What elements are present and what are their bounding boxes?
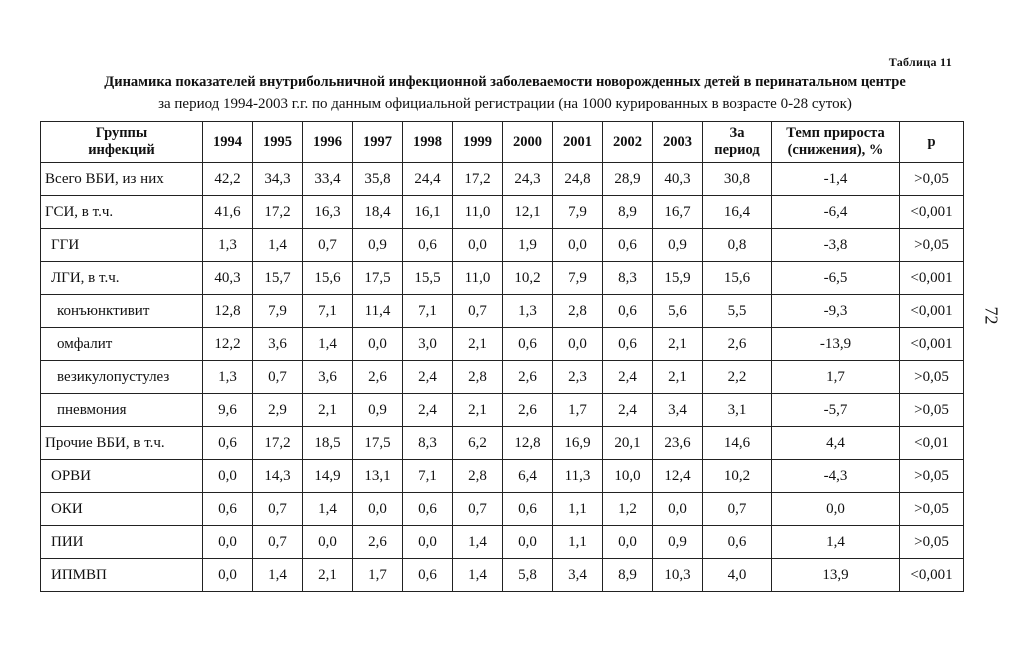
year-value-cell: 0,7 (453, 493, 503, 526)
year-value-cell: 2,6 (353, 526, 403, 559)
year-value-cell: 0,6 (603, 328, 653, 361)
year-value-cell: 16,9 (553, 427, 603, 460)
year-value-cell: 2,1 (453, 394, 503, 427)
year-value-cell: 16,1 (403, 196, 453, 229)
p-value-cell: <0,001 (900, 196, 964, 229)
year-value-cell: 5,8 (503, 559, 553, 592)
year-value-cell: 0,0 (503, 526, 553, 559)
table-row (41, 262, 964, 295)
growth-rate-cell: -6,5 (772, 262, 900, 295)
infection-group-cell: ИПМВП (41, 559, 203, 592)
year-value-cell: 24,8 (553, 163, 603, 196)
year-value-cell: 1,9 (503, 229, 553, 262)
year-value-cell: 15,7 (253, 262, 303, 295)
infection-dynamics-table (40, 121, 964, 592)
year-value-cell: 1,4 (253, 229, 303, 262)
year-value-cell: 12,8 (503, 427, 553, 460)
p-value-cell: >0,05 (900, 394, 964, 427)
year-value-cell: 0,6 (203, 427, 253, 460)
year-value-cell: 2,6 (503, 394, 553, 427)
growth-rate-cell: -6,4 (772, 196, 900, 229)
header-group-line-1: Группы (95, 125, 148, 141)
year-value-cell: 2,4 (403, 361, 453, 394)
header-period-line-2: период (714, 142, 760, 158)
year-value-cell: 1,3 (203, 229, 253, 262)
header-year: 1995 (253, 122, 303, 163)
growth-rate-cell: 13,9 (772, 559, 900, 592)
year-value-cell: 0,9 (353, 229, 403, 262)
period-value-cell: 15,6 (703, 262, 772, 295)
table-body (41, 163, 964, 592)
year-value-cell: 2,9 (253, 394, 303, 427)
year-value-cell: 0,0 (653, 493, 703, 526)
year-value-cell: 23,6 (653, 427, 703, 460)
year-value-cell: 15,5 (403, 262, 453, 295)
year-value-cell: 42,2 (203, 163, 253, 196)
infection-group-cell: ГГИ (41, 229, 203, 262)
year-value-cell: 0,6 (203, 493, 253, 526)
year-value-cell: 2,1 (303, 394, 353, 427)
year-value-cell: 1,3 (503, 295, 553, 328)
growth-rate-cell: -4,3 (772, 460, 900, 493)
year-value-cell: 1,3 (203, 361, 253, 394)
year-value-cell: 17,2 (253, 196, 303, 229)
header-year: 1998 (403, 122, 453, 163)
year-value-cell: 34,3 (253, 163, 303, 196)
year-value-cell: 1,7 (353, 559, 403, 592)
year-value-cell: 0,0 (453, 229, 503, 262)
period-value-cell: 0,6 (703, 526, 772, 559)
year-value-cell: 2,8 (453, 361, 503, 394)
header-p-value: p (900, 122, 964, 163)
header-year: 2003 (653, 122, 703, 163)
infection-group-cell: ГСИ, в т.ч. (41, 196, 203, 229)
p-value-cell: >0,05 (900, 526, 964, 559)
year-value-cell: 3,0 (403, 328, 453, 361)
table-row (41, 427, 964, 460)
table-row (41, 328, 964, 361)
header-group (41, 122, 203, 163)
year-value-cell: 7,9 (253, 295, 303, 328)
year-value-cell: 5,6 (653, 295, 703, 328)
period-value-cell: 2,2 (703, 361, 772, 394)
year-value-cell: 13,1 (353, 460, 403, 493)
growth-rate-cell: 0,0 (772, 493, 900, 526)
p-value-cell: <0,01 (900, 427, 964, 460)
header-year: 2001 (553, 122, 603, 163)
year-value-cell: 1,2 (603, 493, 653, 526)
year-value-cell: 11,0 (453, 262, 503, 295)
year-value-cell: 24,4 (403, 163, 453, 196)
table-row (41, 493, 964, 526)
year-value-cell: 0,0 (203, 559, 253, 592)
year-value-cell: 0,0 (203, 460, 253, 493)
year-value-cell: 0,0 (203, 526, 253, 559)
year-value-cell: 10,0 (603, 460, 653, 493)
period-value-cell: 5,5 (703, 295, 772, 328)
growth-rate-cell: -13,9 (772, 328, 900, 361)
p-value-cell: <0,001 (900, 295, 964, 328)
year-value-cell: 0,0 (303, 526, 353, 559)
year-value-cell: 1,4 (253, 559, 303, 592)
year-value-cell: 2,6 (353, 361, 403, 394)
growth-rate-cell: 1,4 (772, 526, 900, 559)
year-value-cell: 6,2 (453, 427, 503, 460)
year-value-cell: 6,4 (503, 460, 553, 493)
year-value-cell: 7,1 (303, 295, 353, 328)
year-value-cell: 35,8 (353, 163, 403, 196)
header-year: 2002 (603, 122, 653, 163)
header-period-line-1: За (729, 125, 745, 141)
year-value-cell: 15,6 (303, 262, 353, 295)
year-value-cell: 0,6 (603, 295, 653, 328)
year-value-cell: 2,6 (503, 361, 553, 394)
year-value-cell: 0,7 (303, 229, 353, 262)
year-value-cell: 11,0 (453, 196, 503, 229)
year-value-cell: 0,0 (603, 526, 653, 559)
year-value-cell: 1,4 (453, 559, 503, 592)
growth-rate-cell: 4,4 (772, 427, 900, 460)
infection-group-cell: ЛГИ, в т.ч. (41, 262, 203, 295)
year-value-cell: 2,8 (453, 460, 503, 493)
p-value-cell: >0,05 (900, 460, 964, 493)
year-value-cell: 2,1 (303, 559, 353, 592)
year-value-cell: 8,9 (603, 196, 653, 229)
p-value-cell: >0,05 (900, 493, 964, 526)
period-value-cell: 14,6 (703, 427, 772, 460)
header-year: 1996 (303, 122, 353, 163)
year-value-cell: 0,7 (253, 361, 303, 394)
year-value-cell: 1,1 (553, 493, 603, 526)
year-value-cell: 12,8 (203, 295, 253, 328)
year-value-cell: 12,1 (503, 196, 553, 229)
period-value-cell: 0,7 (703, 493, 772, 526)
year-value-cell: 1,4 (303, 328, 353, 361)
year-value-cell: 2,3 (553, 361, 603, 394)
table-caption-line-1: Динамика показателей внутрибольничной инфекционной заболеваемости новорожденных детей в перинатальном центре (104, 74, 906, 90)
year-value-cell: 1,1 (553, 526, 603, 559)
year-value-cell: 8,3 (403, 427, 453, 460)
header-year: 2000 (503, 122, 553, 163)
year-value-cell: 0,0 (353, 493, 403, 526)
year-value-cell: 2,4 (403, 394, 453, 427)
header-group-line-2: инфекций (88, 142, 155, 158)
infection-group-cell: ПИИ (41, 526, 203, 559)
year-value-cell: 3,4 (653, 394, 703, 427)
page-number: 72 (981, 306, 1002, 325)
year-value-cell: 0,0 (353, 328, 403, 361)
header-row (41, 122, 964, 163)
year-value-cell: 0,0 (403, 526, 453, 559)
year-value-cell: 14,3 (253, 460, 303, 493)
period-value-cell: 16,4 (703, 196, 772, 229)
year-value-cell: 24,3 (503, 163, 553, 196)
year-value-cell: 16,7 (653, 196, 703, 229)
table-row (41, 163, 964, 196)
period-value-cell: 10,2 (703, 460, 772, 493)
header-rate-line-2: (снижения), % (787, 142, 884, 158)
table-row (41, 460, 964, 493)
year-value-cell: 0,6 (603, 229, 653, 262)
year-value-cell: 2,4 (603, 394, 653, 427)
year-value-cell: 17,5 (353, 262, 403, 295)
infection-group-cell: ОРВИ (41, 460, 203, 493)
year-value-cell: 11,3 (553, 460, 603, 493)
year-value-cell: 0,7 (453, 295, 503, 328)
year-value-cell: 7,1 (403, 460, 453, 493)
year-value-cell: 10,3 (653, 559, 703, 592)
year-value-cell: 28,9 (603, 163, 653, 196)
growth-rate-cell: -1,4 (772, 163, 900, 196)
year-value-cell: 2,1 (653, 361, 703, 394)
year-value-cell: 1,7 (553, 394, 603, 427)
year-value-cell: 2,4 (603, 361, 653, 394)
header-rate-line-1: Темп прироста (786, 125, 885, 141)
p-value-cell: >0,05 (900, 361, 964, 394)
period-value-cell: 4,0 (703, 559, 772, 592)
header-year: 1997 (353, 122, 403, 163)
year-value-cell: 12,2 (203, 328, 253, 361)
infection-group-cell: конъюнктивит (41, 295, 203, 328)
year-value-cell: 1,4 (303, 493, 353, 526)
infection-group-cell: везикулопустулез (41, 361, 203, 394)
year-value-cell: 14,9 (303, 460, 353, 493)
year-value-cell: 0,6 (403, 493, 453, 526)
year-value-cell: 18,4 (353, 196, 403, 229)
table-row (41, 526, 964, 559)
year-value-cell: 7,1 (403, 295, 453, 328)
growth-rate-cell: -5,7 (772, 394, 900, 427)
infection-group-cell: омфалит (41, 328, 203, 361)
year-value-cell: 3,4 (553, 559, 603, 592)
year-value-cell: 8,9 (603, 559, 653, 592)
year-value-cell: 0,6 (403, 229, 453, 262)
year-value-cell: 0,9 (653, 229, 703, 262)
infection-group-cell: Прочие ВБИ, в т.ч. (41, 427, 203, 460)
period-value-cell: 30,8 (703, 163, 772, 196)
infection-group-cell: ОКИ (41, 493, 203, 526)
year-value-cell: 1,4 (453, 526, 503, 559)
table-row (41, 361, 964, 394)
year-value-cell: 7,9 (553, 196, 603, 229)
year-value-cell: 0,7 (253, 526, 303, 559)
year-value-cell: 3,6 (253, 328, 303, 361)
header-year: 1994 (203, 122, 253, 163)
year-value-cell: 0,0 (553, 328, 603, 361)
table-row (41, 229, 964, 262)
table-caption-line-2: за период 1994-2003 г.г. по данным официальной регистрации (на 1000 курированных в возрасте 0-28 суток) (158, 96, 852, 112)
period-value-cell: 0,8 (703, 229, 772, 262)
year-value-cell: 15,9 (653, 262, 703, 295)
period-value-cell: 3,1 (703, 394, 772, 427)
year-value-cell: 41,6 (203, 196, 253, 229)
year-value-cell: 2,8 (553, 295, 603, 328)
p-value-cell: <0,001 (900, 262, 964, 295)
table-row (41, 196, 964, 229)
year-value-cell: 17,5 (353, 427, 403, 460)
year-value-cell: 17,2 (453, 163, 503, 196)
year-value-cell: 0,9 (653, 526, 703, 559)
year-value-cell: 2,1 (453, 328, 503, 361)
table-row (41, 295, 964, 328)
p-value-cell: >0,05 (900, 163, 964, 196)
year-value-cell: 33,4 (303, 163, 353, 196)
table-number-label: Таблица 11 (888, 55, 952, 69)
year-value-cell: 20,1 (603, 427, 653, 460)
table-row (41, 559, 964, 592)
year-value-cell: 16,3 (303, 196, 353, 229)
table-row (41, 394, 964, 427)
year-value-cell: 0,6 (503, 493, 553, 526)
p-value-cell: <0,001 (900, 328, 964, 361)
period-value-cell: 2,6 (703, 328, 772, 361)
p-value-cell: <0,001 (900, 559, 964, 592)
year-value-cell: 0,6 (503, 328, 553, 361)
growth-rate-cell: -9,3 (772, 295, 900, 328)
year-value-cell: 12,4 (653, 460, 703, 493)
header-year: 1999 (453, 122, 503, 163)
header-growth-rate (772, 122, 900, 163)
growth-rate-cell: -3,8 (772, 229, 900, 262)
year-value-cell: 11,4 (353, 295, 403, 328)
year-value-cell: 40,3 (653, 163, 703, 196)
year-value-cell: 0,9 (353, 394, 403, 427)
infection-group-cell: Всего ВБИ, из них (41, 163, 203, 196)
year-value-cell: 9,6 (203, 394, 253, 427)
year-value-cell: 0,6 (403, 559, 453, 592)
year-value-cell: 40,3 (203, 262, 253, 295)
year-value-cell: 8,3 (603, 262, 653, 295)
header-period (703, 122, 772, 163)
infection-group-cell: пневмония (41, 394, 203, 427)
year-value-cell: 7,9 (553, 262, 603, 295)
year-value-cell: 0,7 (253, 493, 303, 526)
growth-rate-cell: 1,7 (772, 361, 900, 394)
year-value-cell: 17,2 (253, 427, 303, 460)
year-value-cell: 18,5 (303, 427, 353, 460)
year-value-cell: 2,1 (653, 328, 703, 361)
p-value-cell: >0,05 (900, 229, 964, 262)
year-value-cell: 3,6 (303, 361, 353, 394)
year-value-cell: 10,2 (503, 262, 553, 295)
year-value-cell: 0,0 (553, 229, 603, 262)
